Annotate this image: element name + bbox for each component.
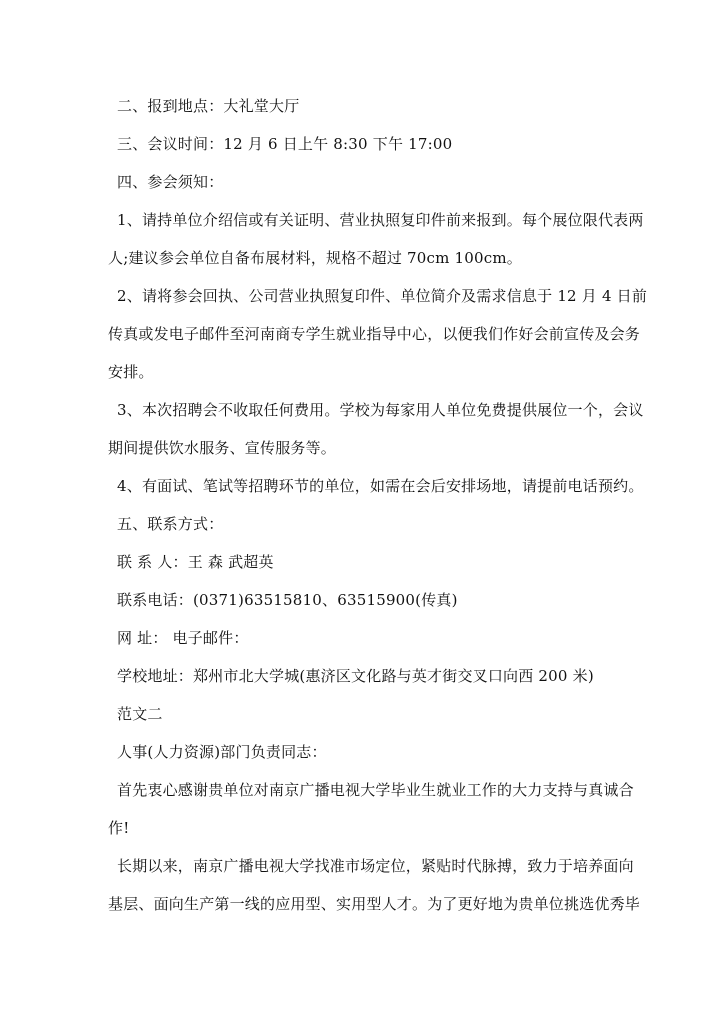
text-line: 四、参会须知：	[117, 173, 224, 191]
text-line: 期间提供饮水服务、宣传服务等。	[108, 439, 337, 457]
text-line: 基层、面向生产第一线的应用型、实用型人才。为了更好地为贵单位挑选优秀毕	[108, 895, 641, 913]
text-line: 范文二	[117, 705, 163, 723]
text-line: 二、报到地点：大礼堂大厅	[117, 97, 300, 115]
text-line: 4、有面试、笔试等招聘环节的单位，如需在会后安排场地，请提前电话预约。	[117, 477, 644, 495]
text-line: 1、请持单位介绍信或有关证明、营业执照复印件前来报到。每个展位限代表两	[117, 211, 644, 229]
text-line: 联 系 人：王 森 武超英	[117, 553, 274, 571]
text-line: 五、联系方式：	[117, 515, 224, 533]
text-line: 安排。	[108, 363, 154, 381]
text-line: 学校地址：郑州市北大学城(惠济区文化路与英才街交叉口向西 200 米)	[117, 667, 594, 685]
text-line: 人事(人力资源)部门负责同志：	[117, 743, 327, 761]
text-line: 2、请将参会回执、公司营业执照复印件、单位简介及需求信息于 12 月 4 日前	[117, 287, 648, 305]
text-line: 作!	[108, 819, 130, 837]
text-line: 3、本次招聘会不收取任何费用。学校为每家用人单位免费提供展位一个，会议	[117, 401, 644, 419]
text-line: 传真或发电子邮件至河南商专学生就业指导中心，以便我们作好会前宣传及会务	[108, 325, 641, 343]
text-line: 网 址： 电子邮件：	[117, 629, 249, 647]
text-line: 三、会议时间：12 月 6 日上午 8:30 下午 17:00	[117, 135, 453, 153]
text-line: 联系电话：(0371)63515810、63515900(传真)	[117, 591, 458, 609]
text-line: 人;建议参会单位自备布展材料，规格不超过 70cm 100cm。	[108, 249, 522, 267]
text-line: 首先衷心感谢贵单位对南京广播电视大学毕业生就业工作的大力支持与真诚合	[117, 781, 634, 799]
text-line: 长期以来，南京广播电视大学找准市场定位，紧贴时代脉搏，致力于培养面向	[117, 857, 634, 875]
